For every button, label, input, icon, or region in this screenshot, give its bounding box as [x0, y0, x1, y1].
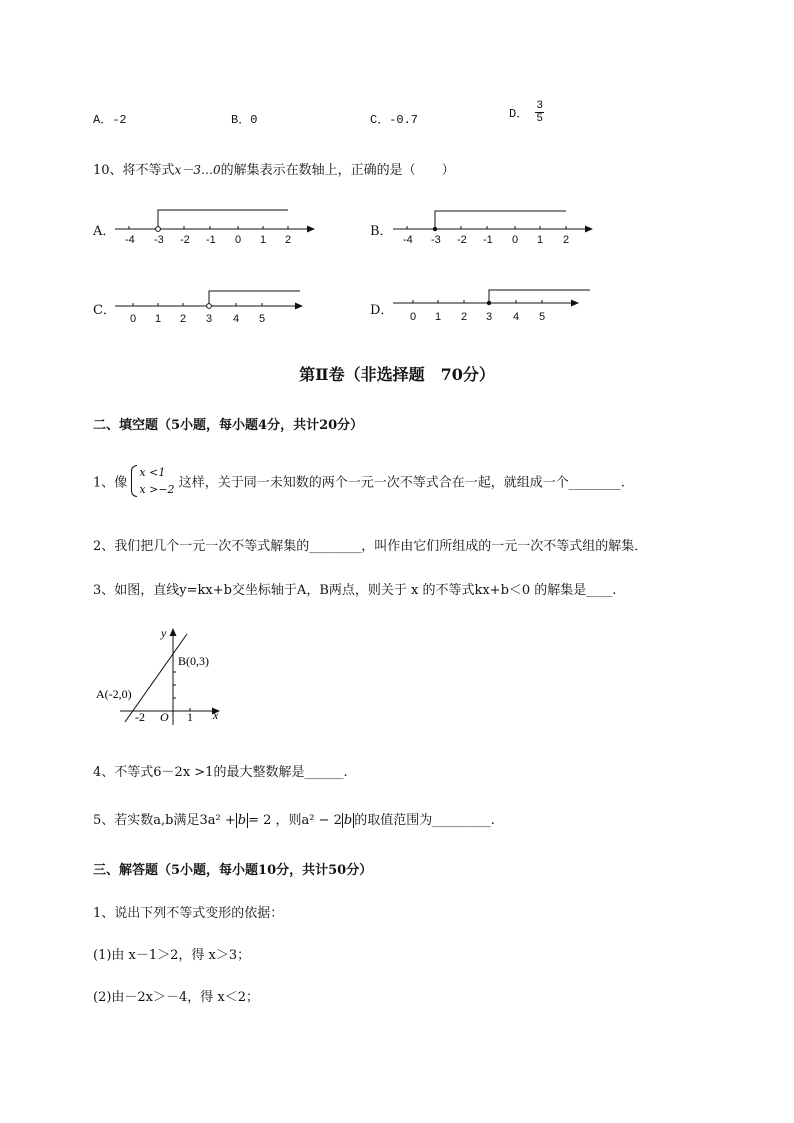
tick-label: -4 — [403, 234, 413, 246]
number-line-b — [388, 205, 598, 250]
tick-1-label: 1 — [187, 710, 193, 724]
q1-prefix: 1、像 — [93, 475, 128, 491]
answer-question-1-part-1: (1)由 x－1＞2，得 x＞3； — [93, 948, 251, 963]
fraction-denominator: 5 — [536, 113, 544, 125]
tick-neg2-label: -2 — [135, 710, 145, 724]
answer-question-1: 1、说出下列不等式变形的依据： — [93, 906, 284, 921]
tick-label: 3 — [206, 313, 213, 325]
tick-label: 1 — [260, 234, 267, 246]
section-3-title: 三、解答题（5小题，每小题10分，共计50分） — [93, 863, 373, 878]
tick-label: 2 — [563, 234, 570, 246]
tick-label: 4 — [513, 311, 520, 323]
inequality-system — [131, 464, 174, 498]
part-2-title: 第Ⅱ卷（非选择题 70分） — [299, 365, 495, 384]
number-line-b-label: B． — [370, 224, 393, 239]
tick-label: 5 — [259, 313, 266, 325]
option-c: C．-0.7 — [370, 113, 419, 127]
tick-label: 1 — [537, 234, 544, 246]
point-b-label: B(0,3) — [178, 654, 209, 668]
number-line-a — [110, 205, 320, 250]
number-line-a-label: A． — [93, 224, 116, 239]
tick-label: 2 — [285, 234, 292, 246]
answer-question-1-part-2: (2)由－2x＞－4，得 x＜2； — [93, 990, 260, 1005]
option-d — [509, 100, 544, 125]
tick-label: 4 — [233, 313, 240, 325]
fill-question-4: 4、不等式6－2x >1的最大整数解是______. — [93, 765, 348, 780]
x-axis-label: x — [213, 708, 219, 722]
tick-label: -1 — [206, 234, 216, 246]
q10-text-post: 的解集表示在数轴上，正确的是（ ） — [220, 163, 455, 178]
q1-suffix: 这样，关于同一未知数的两个一元一次不等式合在一起，就组成一个________. — [178, 475, 625, 491]
tick-label: -1 — [483, 234, 493, 246]
number-line-c-label: C． — [93, 303, 116, 318]
tick-label: -3 — [431, 234, 441, 246]
coordinate-graph — [90, 620, 230, 730]
q5-prefix: 5、若实数a,b满足3a² + — [93, 813, 236, 828]
tick-label: -2 — [180, 234, 190, 246]
fill-question-5 — [93, 809, 495, 828]
tick-label: 0 — [235, 234, 242, 246]
tick-label: -2 — [457, 234, 467, 246]
tick-label: 1 — [155, 313, 162, 325]
tick-label: -3 — [154, 234, 164, 246]
question-10 — [93, 159, 455, 178]
tick-label: 2 — [180, 313, 187, 325]
fill-question-2: 2、我们把几个一元一次不等式解集的________，叫作由它们所组成的一元一次不等式组的解集． — [93, 539, 648, 554]
inequality-line-1: x <1 — [139, 466, 166, 479]
number-line-d — [388, 285, 593, 330]
abs-b: b — [237, 813, 247, 828]
fill-question-1 — [93, 464, 625, 498]
fill-question-3: 3、如图，直线y=kx+b交坐标轴于A，B两点，则关于 x 的不等式kx+b＜0 的解集是____. — [93, 583, 617, 598]
point-a-label: A(-2,0) — [96, 687, 132, 701]
section-2-title: 二、填空题（5小题，每小题4分，共计20分） — [93, 418, 364, 433]
q10-text-pre: 10、将不等式 — [93, 163, 175, 178]
option-a: A．-2 — [93, 113, 127, 127]
tick-label: -4 — [125, 234, 135, 246]
number-line-c — [110, 285, 310, 330]
tick-label: 0 — [130, 313, 137, 325]
origin-label: O — [160, 710, 169, 724]
q5-suffix: 的取值范围为_________. — [354, 813, 495, 828]
tick-label: 1 — [435, 311, 442, 323]
tick-label: 0 — [512, 234, 519, 246]
option-b: B．0 — [231, 113, 258, 127]
abs-b-2: b — [343, 813, 353, 828]
tick-label: 5 — [539, 311, 546, 323]
option-d-fraction — [535, 100, 544, 125]
fraction-numerator: 3 — [536, 100, 544, 112]
tick-label: 3 — [486, 311, 493, 323]
number-line-d-label: D． — [370, 303, 394, 318]
y-axis-label: y — [161, 626, 167, 640]
inequality-line-2: x >−2 — [139, 483, 175, 496]
tick-label: 2 — [461, 311, 468, 323]
tick-label: 0 — [410, 311, 417, 323]
option-d-label: D． — [509, 107, 529, 121]
q5-middle: = 2 ，则a² − 2 — [248, 813, 342, 828]
q10-expression: x－3…0 — [174, 163, 221, 177]
